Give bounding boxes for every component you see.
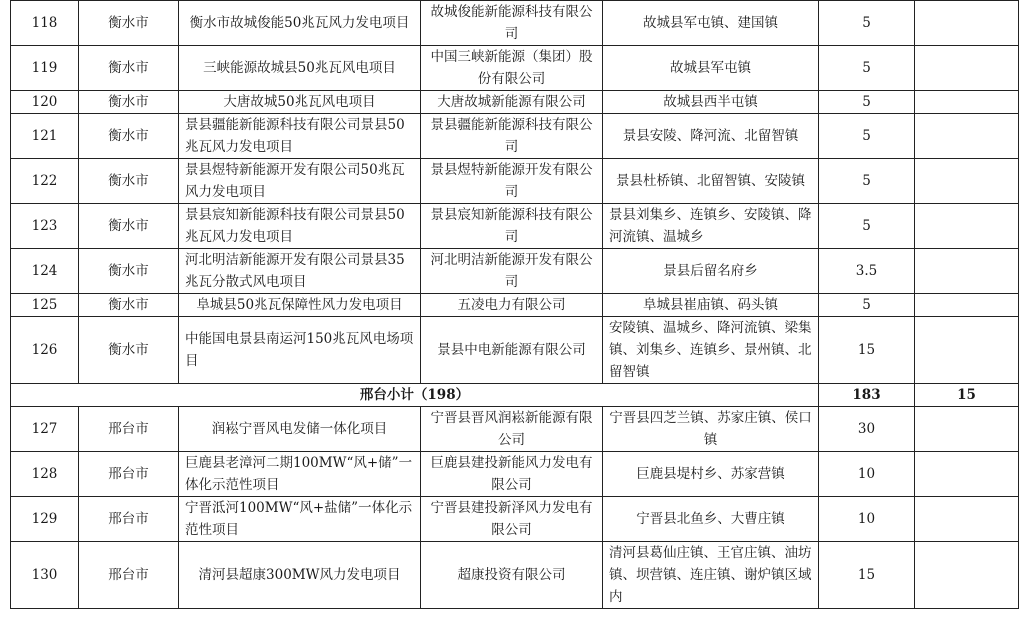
city-cell: 衡水市 bbox=[79, 114, 179, 159]
subtotal-row bbox=[11, 384, 1019, 407]
capacity-cell: 10 bbox=[819, 452, 915, 497]
row-number: 127 bbox=[11, 407, 79, 452]
location-cell: 宁晋县北鱼乡、大曹庄镇 bbox=[603, 497, 819, 542]
city-cell: 衡水市 bbox=[79, 317, 179, 384]
location-cell: 宁晋县四芝兰镇、苏家庄镇、侯口镇 bbox=[603, 407, 819, 452]
extra-cell bbox=[915, 452, 1019, 497]
city-cell: 衡水市 bbox=[79, 204, 179, 249]
location-cell: 巨鹿县堤村乡、苏家营镇 bbox=[603, 452, 819, 497]
table-row bbox=[11, 542, 1019, 609]
city-cell: 邢台市 bbox=[79, 407, 179, 452]
project-name: 景县煜特新能源开发有限公司50兆瓦风力发电项目 bbox=[179, 159, 421, 204]
city-cell: 衡水市 bbox=[79, 294, 179, 317]
extra-cell bbox=[915, 91, 1019, 114]
row-number: 118 bbox=[11, 1, 79, 46]
extra-cell bbox=[915, 1, 1019, 46]
table-row bbox=[11, 91, 1019, 114]
project-name: 河北明洁新能源开发有限公司景县35兆瓦分散式风电项目 bbox=[179, 249, 421, 294]
company-name: 宁晋县建投新泽风力发电有限公司 bbox=[421, 497, 603, 542]
row-number: 126 bbox=[11, 317, 79, 384]
location-cell: 景县后留名府乡 bbox=[603, 249, 819, 294]
company-name: 巨鹿县建投新能风力发电有限公司 bbox=[421, 452, 603, 497]
extra-cell bbox=[915, 497, 1019, 542]
row-number: 123 bbox=[11, 204, 79, 249]
extra-cell bbox=[915, 294, 1019, 317]
row-number: 119 bbox=[11, 46, 79, 91]
city-cell: 邢台市 bbox=[79, 542, 179, 609]
table-row bbox=[11, 204, 1019, 249]
extra-cell bbox=[915, 542, 1019, 609]
city-cell: 衡水市 bbox=[79, 1, 179, 46]
extra-cell bbox=[915, 159, 1019, 204]
location-cell: 景县杜桥镇、北留智镇、安陵镇 bbox=[603, 159, 819, 204]
table-row bbox=[11, 46, 1019, 91]
row-number: 122 bbox=[11, 159, 79, 204]
project-name: 巨鹿县老漳河二期100MW“风+储”一体化示范性项目 bbox=[179, 452, 421, 497]
project-name: 清河县超康300MW风力发电项目 bbox=[179, 542, 421, 609]
row-number: 125 bbox=[11, 294, 79, 317]
capacity-cell: 5 bbox=[819, 46, 915, 91]
capacity-cell: 5 bbox=[819, 114, 915, 159]
capacity-cell: 5 bbox=[819, 159, 915, 204]
capacity-cell: 3.5 bbox=[819, 249, 915, 294]
project-name: 衡水市故城俊能50兆瓦风力发电项目 bbox=[179, 1, 421, 46]
city-cell: 邢台市 bbox=[79, 497, 179, 542]
subtotal-capacity: 183 bbox=[819, 384, 915, 407]
city-cell: 衡水市 bbox=[79, 249, 179, 294]
location-cell: 安陵镇、温城乡、降河流镇、梁集镇、刘集乡、连镇乡、景州镇、北留智镇 bbox=[603, 317, 819, 384]
project-name: 景县疆能新能源科技有限公司景县50兆瓦风力发电项目 bbox=[179, 114, 421, 159]
table-row bbox=[11, 497, 1019, 542]
project-name: 景县宸知新能源科技有限公司景县50兆瓦风力发电项目 bbox=[179, 204, 421, 249]
extra-cell bbox=[915, 46, 1019, 91]
row-number: 121 bbox=[11, 114, 79, 159]
table-row bbox=[11, 407, 1019, 452]
capacity-cell: 30 bbox=[819, 407, 915, 452]
project-name: 三峡能源故城县50兆瓦风电项目 bbox=[179, 46, 421, 91]
location-cell: 故城县军屯镇 bbox=[603, 46, 819, 91]
capacity-cell: 5 bbox=[819, 294, 915, 317]
company-name: 五凌电力有限公司 bbox=[421, 294, 603, 317]
table-row bbox=[11, 452, 1019, 497]
capacity-cell: 10 bbox=[819, 497, 915, 542]
company-name: 宁晋县晋风润崧新能源有限公司 bbox=[421, 407, 603, 452]
company-name: 景县疆能新能源科技有限公司 bbox=[421, 114, 603, 159]
capacity-cell: 15 bbox=[819, 317, 915, 384]
capacity-cell: 5 bbox=[819, 204, 915, 249]
subtotal-extra: 15 bbox=[915, 384, 1019, 407]
table-row bbox=[11, 159, 1019, 204]
extra-cell bbox=[915, 204, 1019, 249]
project-name: 润崧宁晋风电发储一体化项目 bbox=[179, 407, 421, 452]
project-name: 阜城县50兆瓦保障性风力发电项目 bbox=[179, 294, 421, 317]
location-cell: 故城县军屯镇、建国镇 bbox=[603, 1, 819, 46]
company-name: 大唐故城新能源有限公司 bbox=[421, 91, 603, 114]
location-cell: 清河县葛仙庄镇、王官庄镇、油坊镇、坝营镇、连庄镇、谢炉镇区域内 bbox=[603, 542, 819, 609]
company-name: 中国三峡新能源（集团）股份有限公司 bbox=[421, 46, 603, 91]
project-name: 大唐故城50兆瓦风电项目 bbox=[179, 91, 421, 114]
project-name: 宁晋泜河100MW“风+盐储”一体化示范性项目 bbox=[179, 497, 421, 542]
project-name: 中能国电景县南运河150兆瓦风电场项目 bbox=[179, 317, 421, 384]
row-number: 124 bbox=[11, 249, 79, 294]
row-number: 128 bbox=[11, 452, 79, 497]
subtotal-label: 邢台小计（198） bbox=[11, 384, 819, 407]
extra-cell bbox=[915, 317, 1019, 384]
extra-cell bbox=[915, 114, 1019, 159]
location-cell: 景县刘集乡、连镇乡、安陵镇、降河流镇、温城乡 bbox=[603, 204, 819, 249]
company-name: 超康投资有限公司 bbox=[421, 542, 603, 609]
city-cell: 邢台市 bbox=[79, 452, 179, 497]
location-cell: 景县安陵、降河流、北留智镇 bbox=[603, 114, 819, 159]
company-name: 景县中电新能源有限公司 bbox=[421, 317, 603, 384]
capacity-cell: 15 bbox=[819, 542, 915, 609]
capacity-cell: 5 bbox=[819, 1, 915, 46]
table-row bbox=[11, 317, 1019, 384]
company-name: 故城俊能新能源科技有限公司 bbox=[421, 1, 603, 46]
city-cell: 衡水市 bbox=[79, 91, 179, 114]
extra-cell bbox=[915, 249, 1019, 294]
row-number: 120 bbox=[11, 91, 79, 114]
row-number: 130 bbox=[11, 542, 79, 609]
company-name: 景县煜特新能源开发有限公司 bbox=[421, 159, 603, 204]
extra-cell bbox=[915, 407, 1019, 452]
table-row bbox=[11, 249, 1019, 294]
row-number: 129 bbox=[11, 497, 79, 542]
table-row bbox=[11, 294, 1019, 317]
capacity-cell: 5 bbox=[819, 91, 915, 114]
city-cell: 衡水市 bbox=[79, 159, 179, 204]
company-name: 河北明洁新能源开发有限公司 bbox=[421, 249, 603, 294]
table-row bbox=[11, 1, 1019, 46]
location-cell: 故城县西半屯镇 bbox=[603, 91, 819, 114]
table-row bbox=[11, 114, 1019, 159]
company-name: 景县宸知新能源科技有限公司 bbox=[421, 204, 603, 249]
city-cell: 衡水市 bbox=[79, 46, 179, 91]
project-table bbox=[10, 0, 1019, 609]
location-cell: 阜城县崔庙镇、码头镇 bbox=[603, 294, 819, 317]
